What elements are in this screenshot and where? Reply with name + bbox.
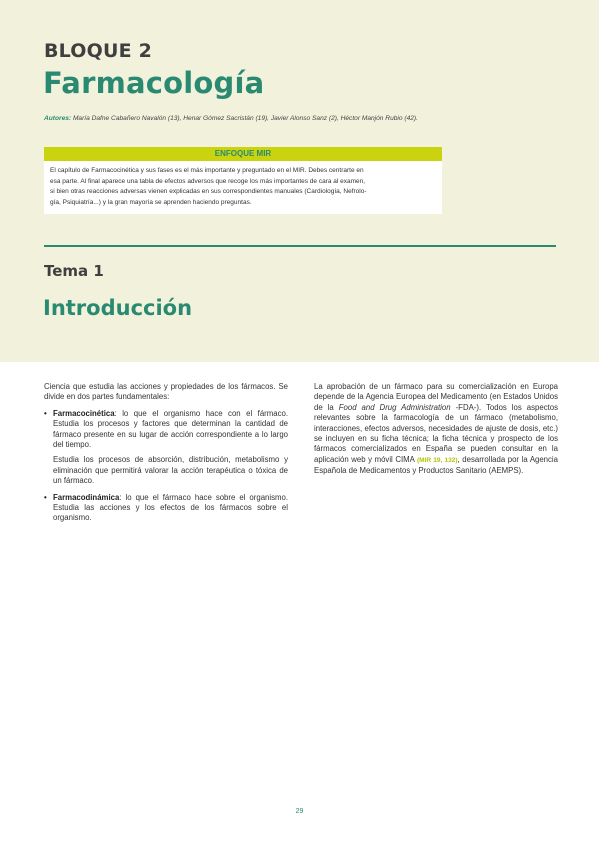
term-farmacodinamica: Farmacodinámica [53,492,120,502]
tema-label: Tema 1 [44,262,104,280]
bloque-label: BLOQUE 2 [44,40,153,62]
enfoque-line: si bien otras reacciones adversas vienen explicadas en sus correspondientes manuales (Cardiología, Nefrolo- [50,188,367,196]
term-farmacocinetica: Farmacocinética [53,408,115,418]
right-paragraph [314,382,558,477]
authors-line [44,115,564,122]
text-run: -FDA-). Todos los aspectos relevantes sobre la farmacología de un fármaco (metabolismo, interacciones, efectos adversos, necesidades de ajuste de dosis, etc.) se incluyen en su ficha técnica; la ficha técnica y prospecto de los fármacos comercializados en España se pueden consultar en la aplicación web y móvil CIMA [314,402,558,464]
fda-name: Food and Drug Administration [338,402,451,412]
bullet-subparagraph: Estudia los procesos de absorción, distribución, metabolismo y eliminación que permitirá valorar la acción terapéutica o tóxica de un fármaco. [53,455,288,486]
text-run: La aprobación de un fármaco para su comercialización en Europa depende de la Agencia Europea del Medicamento (en Estados Unidos de la [314,382,558,412]
page-title: Farmacología [43,66,265,100]
bullet-text: : lo que el organismo hace con el fármaco. Estudia los procesos y factores que determinan la cantidad de fármaco presente en su lugar de acción correspondiente a lo largo del tiempo. [53,408,288,450]
bullet-farmacocinetica [44,409,288,487]
bullet-farmacodinamica [44,493,288,524]
mir-reference[interactable]: (MIR 19, 132) [417,456,458,464]
section-divider [44,245,556,247]
right-column [314,382,558,483]
enfoque-mir-box [44,147,442,214]
authors-text: María Dafne Cabañero Navalón (13), Henar Gómez Sacristán (19), Javier Alonso Sanz (2), Héctor Manjón Rubio (42). [71,115,418,122]
tema-title: Introducción [43,296,193,320]
page-number: 29 [295,808,304,815]
text-run: , desarrollada por la Agencia Española de Medicamentos y Productos Sanitario (AEMPS). [314,454,558,476]
enfoque-mir-body [44,161,442,214]
bullet-text: : lo que el fármaco hace sobre el organismo. Estudia las acciones y los efectos de los fármacos sobre el organismo. [53,492,288,523]
enfoque-line: El capítulo de Farmacocinética y sus fases es el más importante y preguntado en el MIR. Debes centrarte en [50,167,364,174]
intro-paragraph: Ciencia que estudia las acciones y propiedades de los fármacos. Se divide en dos partes fundamentales: [44,382,288,402]
enfoque-mir-heading: ENFOQUE MIR [44,147,442,161]
enfoque-line: gía, Psiquiatría...) y la gran mayoría se aprenden haciendo preguntas. [50,198,252,206]
enfoque-line: esa parte. Al final aparece una tabla de efectos adversos que recoge los más importantes de cara al examen, [50,177,366,185]
authors-label: Autores: [44,115,72,122]
left-column [44,382,288,529]
